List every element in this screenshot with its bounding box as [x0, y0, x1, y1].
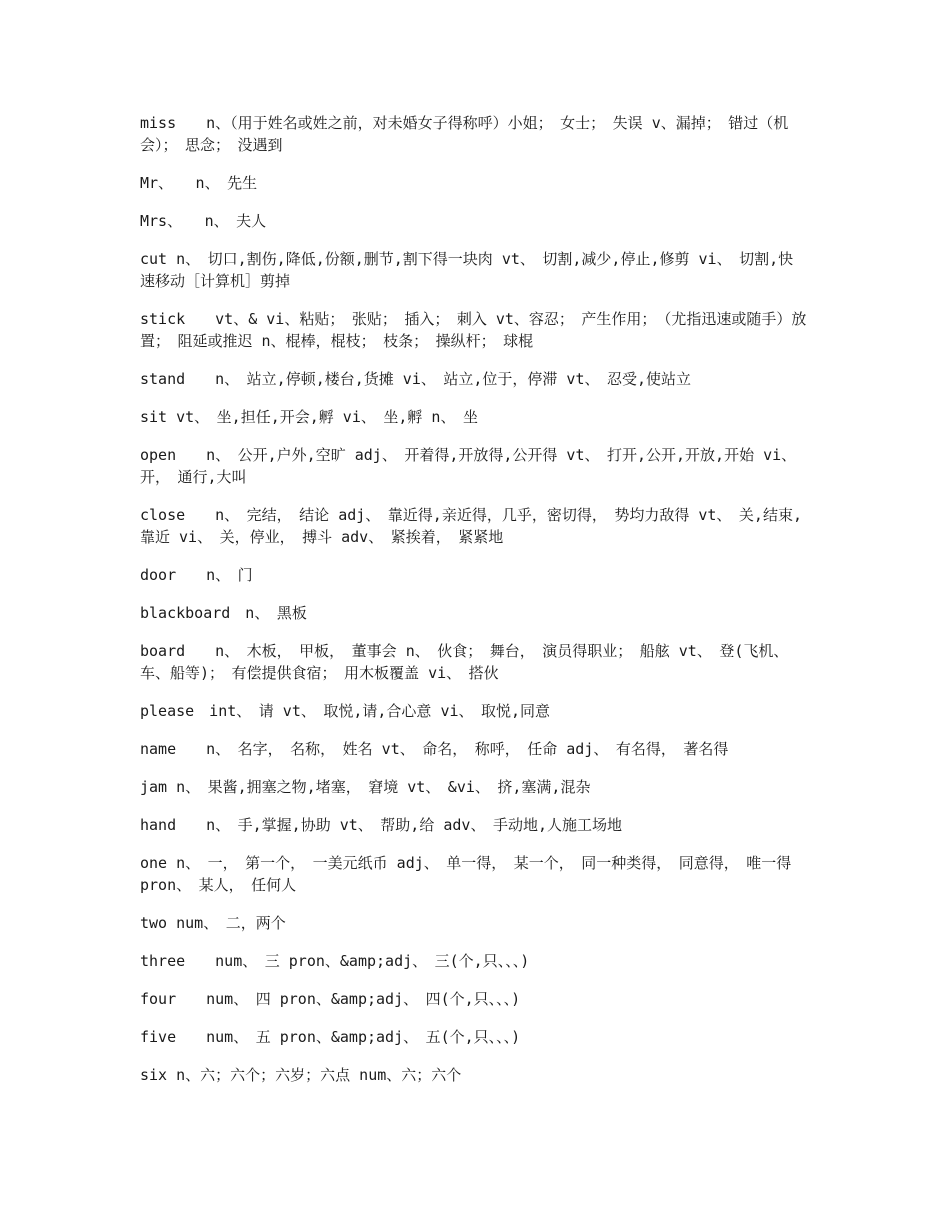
- vocab-entry: board n、 木板， 甲板， 董事会 n、 伙食； 舞台， 演员得职业； 船舷 vt、 登(飞机、车、船等)； 有偿提供食宿； 用木板覆盖 vi、 搭伙: [140, 642, 789, 682]
- vocab-entry: name n、 名字， 名称， 姓名 vt、 命名， 称呼， 任命 adj、 有名得， 著名得: [140, 740, 729, 758]
- vocab-entry: hand n、 手,掌握,协助 vt、 帮助,给 adv、 手动地,人施工场地: [140, 816, 622, 834]
- vocabulary-list: [140, 112, 808, 1102]
- vocab-entry: close n、 完结， 结论 adj、 靠近得,亲近得，几乎，密切得， 势均力敌得 vt、 关,结束,靠近 vi、 关，停业， 搏斗 adv、 紧挨着， 紧紧地: [140, 506, 802, 546]
- vocab-entry: three num、 三 pron、&amp;adj、 三(个,只、、、): [140, 952, 530, 970]
- vocab-entry: two num、 二，两个: [140, 914, 286, 932]
- vocab-entry: jam n、 果酱,拥塞之物,堵塞， 窘境 vt、 &vi、 挤,塞满,混杂: [140, 778, 591, 796]
- vocab-entry: six n、六；六个；六岁；六点 num、六；六个: [140, 1066, 462, 1084]
- vocab-entry: door n、 门: [140, 566, 253, 584]
- vocab-entry: Mrs、 n、 夫人: [140, 212, 267, 230]
- vocab-entry: cut n、 切口,割伤,降低,份额,删节,割下得一块肉 vt、 切割,减少,停止,修剪 vi、 切割,快速移动［计算机］剪掉: [140, 250, 794, 290]
- vocab-entry: open n、 公开,户外,空旷 adj、 开着得,开放得,公开得 vt、 打开,公开,开放,开始 vi、 开， 通行,大叫: [140, 446, 804, 486]
- vocab-entry: stick vt、& vi、粘贴； 张贴； 插入； 刺入 vt、容忍； 产生作用； （尤指迅速或随手）放置； 阻延或推迟 n、棍棒，棍枝； 枝条； 操纵杆； 球棍: [140, 310, 807, 350]
- vocab-entry: sit vt、 坐,担任,开会,孵 vi、 坐,孵 n、 坐: [140, 408, 478, 426]
- vocab-entry: five num、 五 pron、&amp;adj、 五(个,只、、、): [140, 1028, 521, 1046]
- vocab-entry: please int、 请 vt、 取悦,请,合心意 vi、 取悦,同意: [140, 702, 551, 720]
- vocab-entry: miss n、（用于姓名或姓之前，对未婚女子得称呼）小姐； 女士； 失误 v、漏掉； 错过（机会）； 思念； 没遇到: [140, 114, 789, 154]
- vocab-entry: one n、 一， 第一个， 一美元纸币 adj、 单一得， 某一个， 同一种类得， 同意得， 唯一得 pron、 某人， 任何人: [140, 854, 801, 894]
- vocab-entry: four num、 四 pron、&amp;adj、 四(个,只、、、): [140, 990, 521, 1008]
- vocab-entry: stand n、 站立,停顿,楼台,货摊 vi、 站立,位于，停滞 vt、 忍受,使站立: [140, 370, 692, 388]
- vocab-entry: Mr、 n、 先生: [140, 174, 258, 192]
- vocab-entry: blackboard n、 黑板: [140, 604, 307, 622]
